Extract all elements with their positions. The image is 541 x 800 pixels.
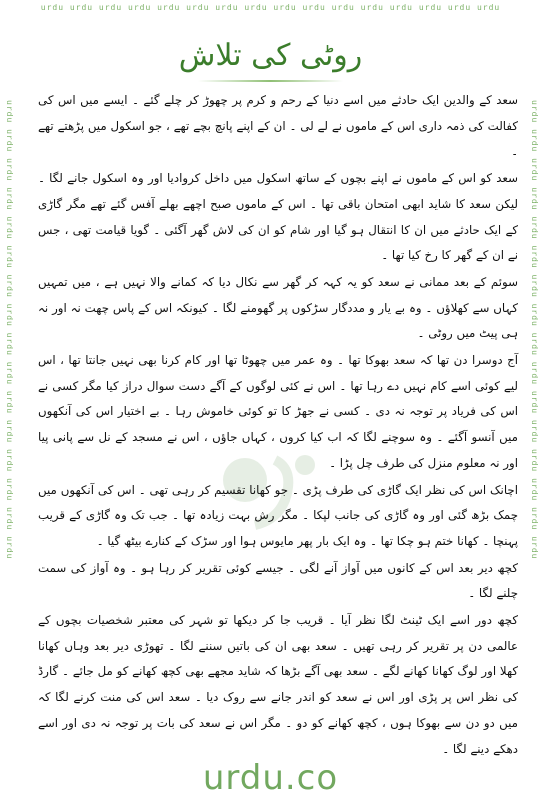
site-logo: urdu.co [202,758,339,798]
right-decorative-strip: urdu urdu urdu urdu urdu urdu urdu urdu urdu urdu urdu urdu urdu urdu urdu urdu [530,100,539,560]
title-underline [198,80,343,82]
article-title: روٹی کی تلاش [178,38,363,73]
paragraph: سعد کے والدین ایک حادثے میں اسے دنیا کے رحم و کرم پر چھوڑ کر چلے گئے ۔ ایسے میں اس کی کفالت کی ذمہ داری اس کے ماموں نے لے لی ۔ ان کے اپنے پانچ بچے تھے ، جو اسکول میں پڑھتے تھے ۔ [38,93,518,159]
paragraph: سوئم کے بعد ممانی نے سعد کو یہ کہہ کر گھر سے نکال دیا کہ کمانے والا نہیں ہے ، میں تمہیں کہاں سے کھلاؤں ۔ وہ بے یار و مددگار سڑکوں پر گھومنے لگا ۔ کیونکہ اس کے پاس چھت نہ اور نہ ہی پیٹ میں روٹی ۔ [38,274,518,341]
article-body [38,88,518,763]
paragraph: سعد کو اس کے ماموں نے اپنے بچوں کے ساتھ اسکول میں داخل کروادیا اور وہ اسکول جانے لگا ۔ لیکن سعد کا شاید ابھی امتحان باقی تھا ۔ اس کے ماموں صبح اچھے بھلے آفس گئے تھے مگر گاڑی کے ایک حادثے میں ان کا انتقال ہو گیا اور شام کو ان کی لاش گھر آگئی ۔ گویا قیامت تھی ، جس نے ان کے گھر کا رخ کیا تھا ۔ [38,171,518,263]
left-decorative-strip: urdu urdu urdu urdu urdu urdu urdu urdu urdu urdu urdu urdu urdu urdu urdu urdu [5,100,14,560]
top-decorative-strip: urdu urdu urdu urdu urdu urdu urdu urdu urdu urdu urdu urdu urdu urdu urdu urdu [40,3,501,12]
paragraph: آج دوسرا دن تھا کہ سعد بھوکا تھا ۔ وہ عمر میں چھوٹا تھا اور کام کرنا بھی نہیں جانتا تھا ، اس لیے کوئی اسے کام نہیں دے رہا تھا ۔ اس نے کئی لوگوں کے آگے دست سوال دراز کیا مگر کسی نے اس کی فریاد پر توجہ نہ دی ۔ کسی نے جھڑ کا تو کوئی خاموش رہا ۔ بے اختیار اس کی آنکھوں میں آنسو آگئے ۔ وہ سوچنے لگا کہ اب کیا کروں ، کہاں جاؤں ، اس نے مسجد کے نل سے پانی پیا اور نہ معلوم منزل کی طرف چل پڑا ۔ [38,353,518,470]
paragraph: اچانک اس کی نظر ایک گاڑی کی طرف پڑی ۔ جو کھانا تقسیم کر رہی تھی ۔ اس کی آنکھوں میں چمک بڑھ گئی اور وہ گاڑی کی جانب لپکا ۔ مگر رش بہت زیادہ تھا ۔ جب تک وہ گاڑی کے قریب پہنچا ۔ کھانا ختم ہو چکا تھا ۔ وہ ایک بار پھر مایوس ہوا اور سڑک کے کنارے بیٹھ گیا ۔ [38,482,518,548]
paragraph: کچھ دور اسے ایک ٹینٹ لگا نظر آیا ۔ قریب جا کر دیکھا تو شہر کی معتبر شخصیات بچوں کے عالمی دن پر تقریر کر رہی تھیں ۔ سعد بھی ان کی باتیں سننے لگا ۔ تھوڑی دیر بعد وہاں کھانا کھلا اور لوگ کھانا کھانے لگے ۔ سعد بھی آگے بڑھا کہ شاید مجھے بھی کچھ کھانے کو مل جائے ۔ گارڈ کی نظر اس پر پڑی اور اس نے سعد کو اندر جانے سے روک دیا ۔ سعد اس کی منت کرنے لگا کہ میں دو دن سے بھوکا ہوں ، کچھ کھانے کو دو ۔ مگر اس نے سعد کی بات پر توجہ نہ دی اور اسے دھکے دینے لگا ۔ [38,613,518,756]
paragraph: کچھ دیر بعد اس کے کانوں میں آواز آنے لگی ۔ جیسے کوئی تقریر کر رہا ہو ۔ وہ آواز کی سمت چلنے لگا ۔ [38,560,518,601]
